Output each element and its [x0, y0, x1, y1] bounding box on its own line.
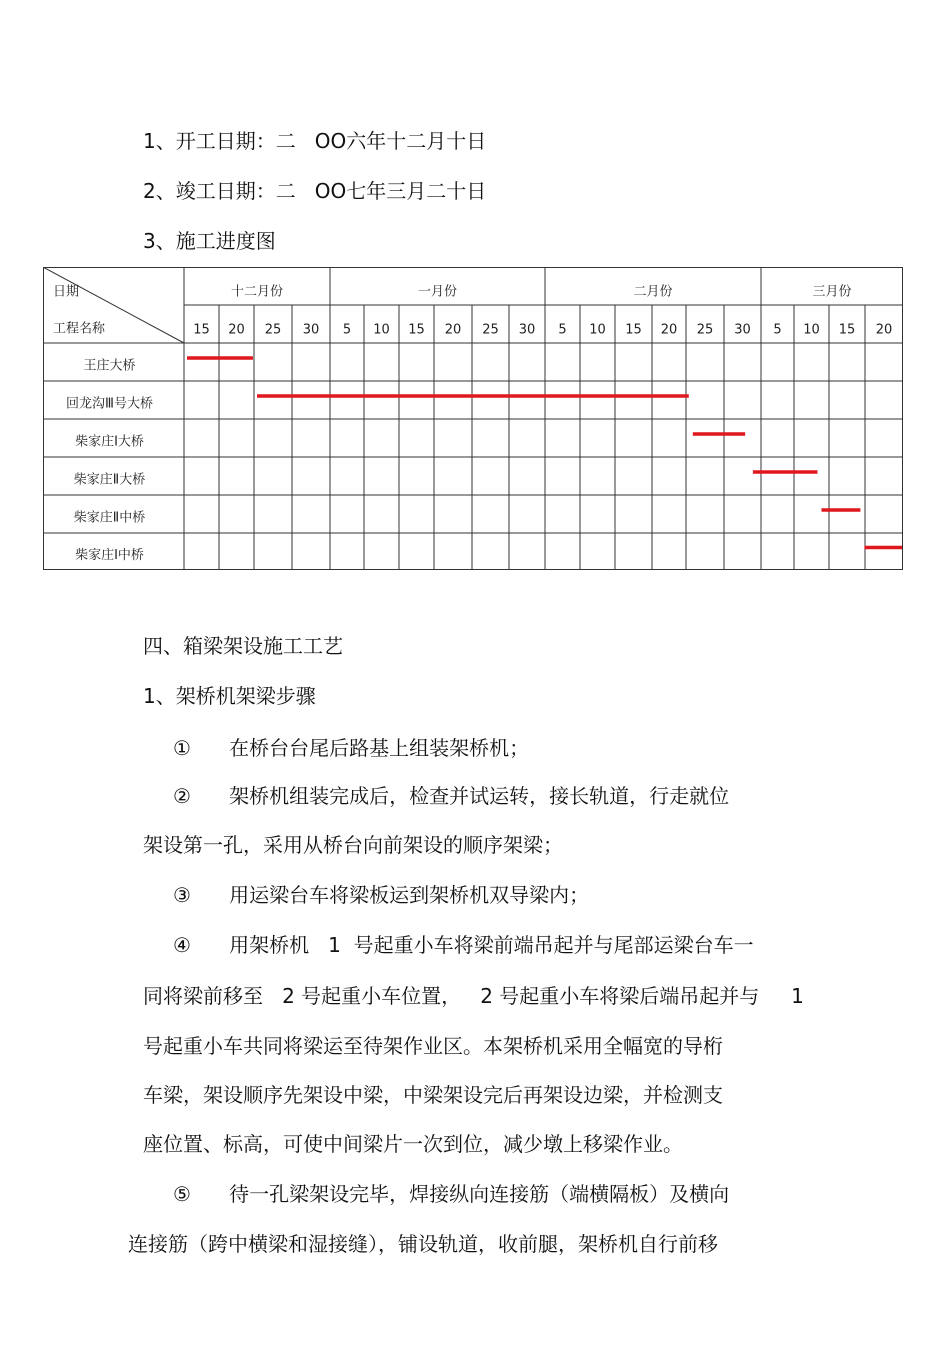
- day-label: 5: [773, 322, 782, 338]
- day-label: 15: [408, 322, 425, 338]
- day-label: 5: [558, 322, 567, 338]
- step-4-line-1: ④ 用架桥机 1 号起重小车将梁前端吊起并与尾部运梁台车一: [173, 933, 754, 957]
- task-label: 王庄大桥: [83, 358, 136, 374]
- schedule-chart-title: 3、施工进度图: [143, 229, 276, 253]
- day-label: 20: [444, 322, 462, 338]
- step-4-line-3: 号起重小车共同将梁运至待架作业区。本架桥机采用全幅宽的导桁: [143, 1034, 723, 1058]
- step-2-line-2: 架设第一孔，采用从桥台向前架设的顺序架梁；: [143, 833, 563, 857]
- day-label: 25: [482, 322, 499, 338]
- completion-date-line: 2、竣工日期：二 OO七年三月二十日: [143, 179, 487, 203]
- day-label: 25: [696, 322, 714, 338]
- start-date-line: 1、开工日期：二 OO六年十二月十日: [143, 129, 487, 153]
- step-3: ③ 用运梁台车将梁板运到架桥机双导梁内；: [173, 883, 590, 907]
- day-label: 10: [589, 322, 606, 338]
- day-label: 25: [264, 322, 282, 338]
- day-label: 10: [803, 322, 820, 338]
- step-4-line-2: 同将梁前移至 2 号起重小车位置， 2 号起重小车将梁后端吊起并与 1: [143, 984, 804, 1008]
- day-label: 30: [302, 322, 320, 338]
- month-label: 二月份: [633, 284, 673, 300]
- day-label: 20: [660, 322, 678, 338]
- day-label: 30: [734, 322, 751, 338]
- step-5-line-1: ⑤ 待一孔梁架设完毕，焊接纵向连接筋（端横隔板）及横向: [173, 1182, 730, 1206]
- day-label: 30: [518, 322, 536, 338]
- step-2-line-1: ② 架桥机组装完成后，检查并试运转，接长轨道，行走就位: [173, 784, 730, 808]
- task-label: 柴家庄Ⅱ中桥: [73, 510, 146, 526]
- day-label: 15: [625, 322, 642, 338]
- month-label: 一月份: [417, 284, 458, 300]
- task-label: 回龙沟Ⅲ号大桥: [66, 396, 153, 412]
- step-5-line-2: 连接筋（跨中横梁和湿接缝），铺设轨道，收前腿，架桥机自行前移: [128, 1232, 718, 1256]
- header-date-label: 日期: [53, 284, 80, 300]
- task-label: 柴家庄Ⅰ中桥: [75, 548, 144, 563]
- day-label: 20: [875, 322, 893, 338]
- task-label: 柴家庄Ⅰ大桥: [75, 434, 144, 450]
- day-label: 15: [193, 322, 210, 338]
- gantt-chart: [43, 267, 903, 570]
- month-label: 三月份: [812, 284, 852, 300]
- step-1: ① 在桥台台尾后路基上组装架桥机；: [173, 736, 530, 760]
- task-label: 柴家庄Ⅱ大桥: [73, 472, 146, 488]
- day-label: 5: [342, 322, 352, 338]
- gantt-svg: [43, 267, 903, 570]
- day-label: 20: [228, 322, 245, 338]
- day-label: 15: [838, 322, 856, 338]
- header-project-label: 工程名称: [53, 321, 106, 337]
- month-label: 十二月份: [230, 284, 284, 300]
- subsection-heading: 1、架桥机架梁步骤: [143, 684, 316, 708]
- day-label: 10: [373, 322, 390, 338]
- step-4-line-4: 车梁，架设顺序先架设中梁，中梁架设完后再架设边梁，并检测支: [143, 1083, 723, 1107]
- step-4-line-5: 座位置、标高，可使中间梁片一次到位，减少墩上移梁作业。: [143, 1132, 683, 1156]
- section-heading: 四、箱梁架设施工工艺: [143, 634, 343, 658]
